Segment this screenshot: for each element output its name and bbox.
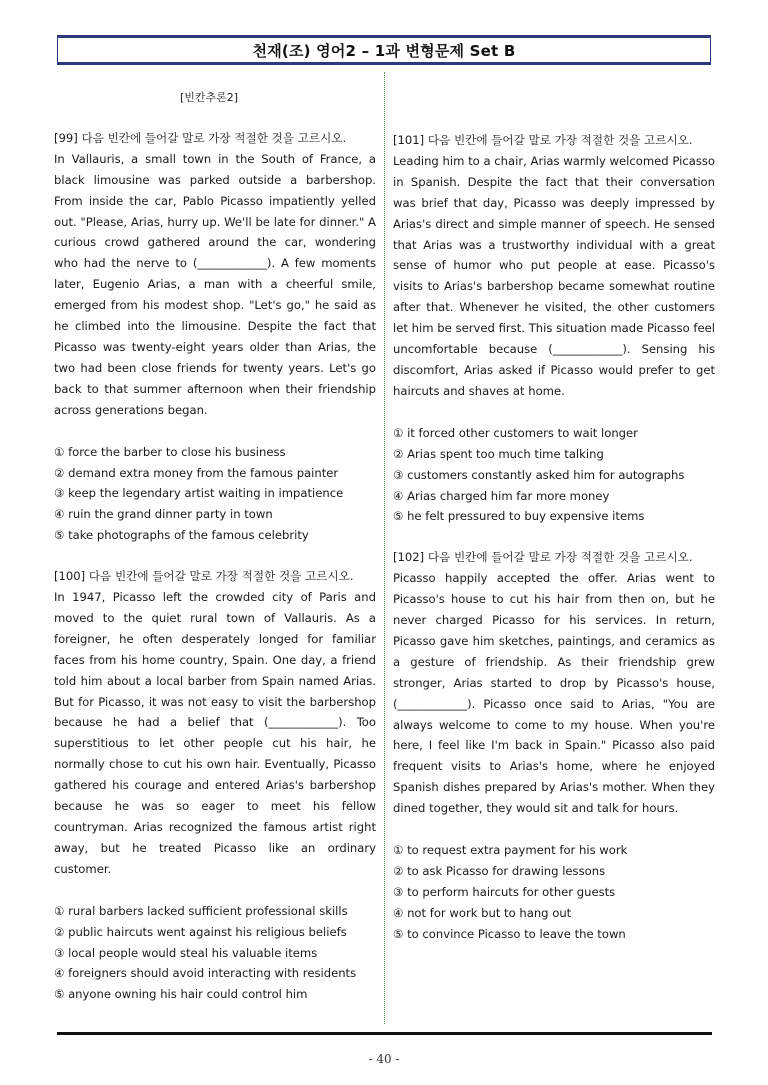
question-heading: [102] 다음 빈칸에 들어갈 말로 가장 적절한 것을 고르시오.	[393, 550, 693, 565]
option-2: ② Arias spent too much time talking	[393, 446, 604, 461]
answer-options	[54, 442, 376, 547]
option-1: ① to request extra payment for his work	[393, 843, 628, 858]
answer-options	[393, 423, 715, 528]
option-2: ② to ask Picasso for drawing lessons	[393, 864, 606, 878]
option-3: ③ keep the legendary artist waiting in impatience	[54, 486, 344, 501]
question-heading: [99] 다음 빈칸에 들어갈 말로 가장 적절한 것을 고르시오.	[54, 130, 347, 145]
question-heading: [100] 다음 빈칸에 들어갈 말로 가장 적절한 것을 고르시오.	[54, 569, 354, 584]
question-heading: [101] 다음 빈칸에 들어갈 말로 가장 적절한 것을 고르시오.	[393, 133, 693, 147]
footer-rule	[57, 1032, 712, 1035]
option-5: ⑤ he felt pressured to buy expensive items	[393, 509, 645, 524]
left-column	[54, 88, 376, 1025]
option-5: ⑤ to convince Picasso to leave the town	[393, 926, 626, 941]
page-number: - 40 -	[368, 1052, 400, 1066]
option-4: ④ not for work but to hang out	[393, 905, 572, 920]
option-4: ④ foreigners should avoid interacting with residents	[54, 966, 357, 981]
column-divider	[384, 72, 385, 1024]
option-5: ⑤ anyone owning his hair could control him	[54, 987, 308, 1002]
option-5: ⑤ take photographs of the famous celebrity	[54, 528, 309, 543]
question-passage: In 1947, Picasso left the crowded city of Paris and moved to the quiet rural town of Vallauris. As a foreigner, he often desperately longed for familiar faces from his home country, Spain. One day, a friend told him about a local barber from Spain named Arias. But for Picasso, it was not easy to visit the barbershop because he had a belief that (____________). Too superstitious to let other people cut his hair, he normally chose to cut his own hair. Eventually, Picasso gathered his courage and entered Arias's barbershop because he was so eager to meet his fellow countryman. Arias recognized the famous artist right away, but he treated Picasso like an ordinary customer.	[54, 590, 376, 876]
answer-options	[54, 901, 376, 1006]
question-101	[393, 130, 715, 527]
option-3: ③ local people would steal his valuable items	[54, 945, 318, 960]
option-1: ① rural barbers lacked sufficient professional skills	[54, 903, 348, 918]
question-passage: In Vallauris, a small town in the South of France, a black limousine was parked outside a barbershop. From inside the car, Pablo Picasso impatiently yelled out. "Please, Arias, hurry up. We'll be late for dinner." A curious crowd gathered around the car, wondering who had the nerve to (____________). A few moments later, Eugenio Arias, a man with a cheerful smile, emerged from his modest shop. "Let's go," he said as he climbed into the limousine. Despite the fact that Picasso was twenty-eight years older than Arias, the two had been close friends for twenty years. Let's go back to that summer afternoon when their friendship across generations began.	[54, 151, 376, 417]
option-2: ② public haircuts went against his religious beliefs	[54, 924, 347, 939]
right-column	[393, 130, 715, 965]
option-3: ③ to perform haircuts for other guests	[393, 884, 616, 899]
section-tag: [빈칸추론2]	[179, 91, 239, 104]
question-99	[54, 128, 376, 546]
option-2: ② demand extra money from the famous painter	[54, 465, 339, 480]
page-header	[57, 35, 711, 65]
option-3: ③ customers constantly asked him for autographs	[393, 467, 685, 482]
question-passage: Leading him to a chair, Arias warmly welcomed Picasso in Spanish. Despite the fact that their conversation was brief that day, Picasso was deeply impressed by Arias's direct and simple manner of speech. He sensed that Arias was a trustworthy individual with a great sense of humor who put people at ease. Picasso's visits to Arias's barbershop became somewhat routine after that. Whenever he visited, the other customers let him be served first. This situation made Picasso feel uncomfortable because (____________). Sensing his discomfort, Arias asked if Picasso would prefer to get haircuts and shaves at home.	[393, 153, 715, 398]
option-4: ④ Arias charged him far more money	[393, 488, 610, 503]
answer-options	[393, 840, 715, 945]
option-1: ① it forced other customers to wait longer	[393, 425, 638, 440]
question-100	[54, 566, 376, 1005]
page-title: 천재(조) 영어2 – 1과 변형문제 Set B	[252, 41, 516, 60]
question-102	[393, 547, 715, 944]
option-1: ① force the barber to close his business	[54, 444, 286, 459]
question-passage: Picasso happily accepted the offer. Arias went to Picasso's house to cut his hair from then on, but he never charged Picasso for his services. In return, Picasso gave him sketches, paintings, and ceramics as a gesture of friendship. As their friendship grew stronger, Arias started to drop by Picasso's house, (____________). Picasso once said to Arias, "You are always welcome to come to my house. When you're here, I feel like I'm back in Spain." Picasso also paid frequent visits to Arias's home, where he enjoyed Spanish dishes prepared by Arias's mother. When they dined together, they would sit and talk for hours.	[393, 571, 715, 816]
option-4: ④ ruin the grand dinner party in town	[54, 507, 273, 522]
